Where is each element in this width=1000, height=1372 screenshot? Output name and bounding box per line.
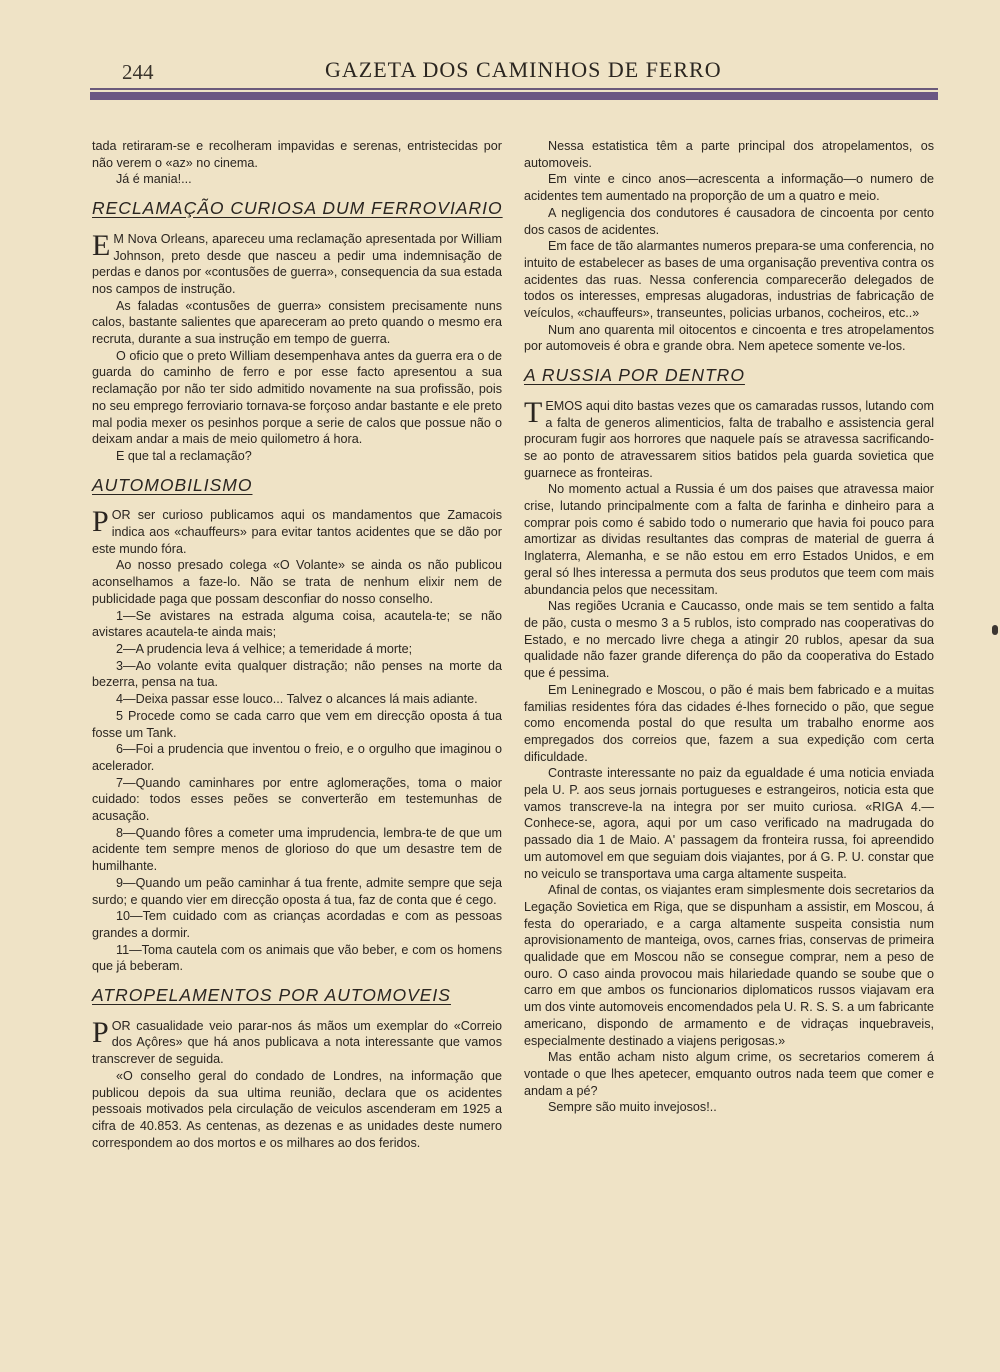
article-paragraph: E que tal a reclamação?	[116, 448, 252, 463]
paragraph-text: M Nova Orleans, apareceu uma reclamação apresentada por William Johnson, preto desde que nasceu a pedir uma indemnisação de perdas e danos por «contusões de guerra», consequencia da sua estada nos campos de instrução.	[92, 231, 502, 296]
intro-paragraph: Já é mania!...	[116, 172, 192, 187]
article-paragraph: Afinal de contas, os viajantes eram simplesmente dois secretarios da Legação Sovietica em Riga, que se dispunham a assistir, em Moscou, á festa do operariado, e a carga altamente suspeita consistia num aprovisionamento de manteiga, ovos, carnes frias, conservas de primeira qualidade que em Moscou não se consegue comprar, nem a peso de ouro. O caso ainda provocou mais hilariedade quando se soube que o carro em que ambos os funcionarios diplomaticos russos viajavam era um dos vinte automoveis encomendados pela U. R. S. S. a um fabricante americano, dispondo de armamento e de vidraças inquebraveis, especialmente destinado a viajens perigosas.»	[524, 883, 934, 1048]
dropcap: P	[92, 505, 109, 539]
page-header	[0, 0, 1000, 110]
journal-title: GAZETA DOS CAMINHOS DE FERRO	[325, 57, 722, 82]
page-edge-mark	[992, 625, 998, 635]
dropcap: E	[92, 228, 111, 262]
section-title-automobilismo: AUTOMOBILISMO	[92, 474, 253, 495]
article-paragraph: No momento actual a Russia é um dos paises que atravessa maior crise, lutando principalmente com a falta de farinha e dinheiro para a comprar pois como é sabido todo o numerario que havia foi pouco para amortizar as dividas resultantes das compras de material de guerra á Inglaterra, Alemanha, e se não estou em erro Estados Unidos, e em geral só lhes interessa a permuta dos seus produtos que teem com mais abundancia pelos que necessitam.	[524, 482, 934, 597]
paragraph-text: EMOS aqui dito bastas vezes que os camaradas russos, lutando com a falta de generos alimenticios, falta de trabalho e assistencia geral procuram fugir aos horrores que naquele país se atravessa sacrificando-se ao ponto de atravessarem sitios batidos pela guarda sovietica que guarnece as fronteiras.	[524, 398, 934, 480]
section-title-atropelamentos: ATROPELAMENTOS POR AUTOMOVEIS	[92, 985, 451, 1006]
commandment-item: 1—Se avistares na estrada alguma coisa, acautela-te; se não avistares acautela-te ainda mais;	[92, 608, 502, 640]
dropcap: P	[92, 1015, 109, 1049]
header-rule-thin	[90, 88, 938, 90]
commandment-item: 5 Procede como se cada carro que vem em direcção oposta á tua fosse um Tank.	[92, 708, 502, 740]
commandment-item: 10—Tem cuidado com as crianças acordadas e com as pessoas grandes a dormir.	[92, 909, 502, 940]
article-paragraph: Mas então acham nisto algum crime, os secretarios comerem á vontade o que lhes apetecer, emquanto outros nada teem que comer e andam a pé?	[524, 1050, 934, 1098]
section-title-reclamacao: RECLAMAÇÃO CURIOSA DUM FERROVIARIO	[92, 198, 503, 219]
article-paragraph	[92, 228, 502, 298]
right-column	[524, 138, 934, 1116]
paragraph-text: OR casualidade veio parar-nos ás mãos um exemplar do «Correio dos Açôres» que há anos publicava a nota interessante que vamos transcrever de seguida.	[92, 1018, 502, 1067]
article-paragraph: Ao nosso presado colega «O Volante» se ainda os não publicou aconselhamos a faze-lo. Não se trata de nenhum elixir nem de publicidade paga que possam desconfiar do nosso conselho.	[92, 558, 502, 606]
article-paragraph	[92, 507, 502, 557]
commandment-item: 9—Quando um peão caminhar á tua frente, admite sempre que seja surdo; e quando vier em direcção oposta á tua, faz de conta que é cego.	[92, 875, 502, 907]
dropcap: T	[524, 395, 543, 429]
article-paragraph	[92, 1015, 502, 1068]
commandment-item: 8—Quando fôres a cometer uma imprudencia, lembra-te de que um acidente tem sempre menos de glorioso do que um desastre tem de humilhante.	[92, 825, 502, 874]
intro-paragraph: tada retiraram-se e recolheram impavidas e serenas, entristecidas por não verem o «az» no cinema.	[92, 139, 502, 170]
commandment-item: 2—A prudencia leva á velhice; a temeridade á morte;	[116, 641, 413, 656]
article-paragraph: Em vinte e cinco anos—acrescenta a informação—o numero de acidentes tem aumentado na proporção de um a quatro e meio.	[524, 172, 934, 204]
left-column	[92, 138, 502, 1151]
paragraph-text: OR ser curioso publicamos aqui os mandamentos que Zamacois indica aos «chauffeurs» para evitar tantos acidentes que se dão por este mundo fóra.	[92, 508, 502, 556]
header-rule-thick	[90, 92, 938, 100]
article-paragraph: Em face de tão alarmantes numeros prepara-se uma conferencia, no intuito de estabelecer as bases de uma organisação preventiva contra os acidentes das ruas. Nessa conferencia comparecerão delegados de todos os interesses, empresas alugadoras, industrias de fabricação de veículos, «chauffeurs», transeuntes, policias urbanos, cocheiros, etc..»	[524, 239, 934, 321]
article-paragraph: Sempre são muito invejosos!..	[548, 1100, 717, 1115]
article-paragraph: Num ano quarenta mil oitocentos e cincoenta e tres atropelamentos por automoveis é obra e grande obra. Nem apetece somente ve-los.	[524, 322, 934, 354]
commandment-item: 7—Quando caminhares por entre aglomerações, toma o maior cuidado: todos esses peões se converterão em testemunhas de acusação.	[92, 775, 502, 824]
commandment-item: 11—Toma cautela com os animais que vão beber, e com os homens que já beberam.	[92, 942, 502, 974]
article-paragraph: Nessa estatistica têm a parte principal dos atropelamentos, os automoveis.	[524, 139, 934, 170]
article-paragraph: Em Leninegrado e Moscou, o pão é mais bem fabricado e a muitas familias residentes fóra das cidades é-lhes fornecido o pão, que segue como encomenda postal do que resulta um trabalho enorme aos empregados dos correios que, fazem a sua expedição com certa dificuldade.	[524, 682, 934, 764]
page-number: 244	[122, 60, 154, 84]
article-paragraph: Nas regiões Ucrania e Caucasso, onde mais se tem sentido a falta de pão, custa o mesmo 3 a 5 rublos, isto comprado nas cooperativas do Estado, e no mercado livre chega a atingir 20 rublos, apesar da sua qualidade não fazer grande diferença do pão da cooperativa do Estado que é pessima.	[524, 599, 934, 681]
article-paragraph: Contraste interessante no paiz da egualdade é uma noticia enviada pela U. P. aos seus jornais portugueses e estrangeiros, noticia esta que vamos transcreve-la na integra por ser muito curiosa. «RIGA 4.— Conhece-se, agora, aqui por um caso verificado na madrugada do passado dia 1 de Maio. A' passagem da fronteira russa, foi apreendido um automovel em que seguiam dois viajantes, por á G. P. U. constar que no veiculo se transportava uma carga altamente suspeita.	[524, 766, 934, 881]
commandment-item: 6—Foi a prudencia que inventou o freio, e o orgulho que imaginou o acelerador.	[92, 742, 502, 773]
article-paragraph: «O conselho geral do condado de Londres, na informação que publicou depois da sua ultima reunião, declara que os acidentes pessoais motivados pela circulação de veiculos ascenderam em 1925 a cifra de 40.853. As centenas, as dezenas e as unidades deste numero correspondem ao dos mortos e os milhares ao dos feridos.	[92, 1068, 502, 1150]
article-paragraph: As faladas «contusões de guerra» consistem precisamente nuns calos, bastante salientes que apareceram ao preto quando o mesmo era recruta, durante a sua instrução em tempo de guerra.	[92, 298, 502, 347]
article-paragraph	[524, 395, 934, 482]
section-title-russia: A RUSSIA POR DENTRO	[524, 365, 745, 386]
article-paragraph: A negligencia dos condutores é causadora de cincoenta por cento dos casos de acidentes.	[524, 205, 934, 237]
article-paragraph: O oficio que o preto William desempenhava antes da guerra era o de guarda do caminho de ferro e por esse facto apresentou a sua reclamação por não ter sido admitido novamente na sua profissão, pois no seu emprego ferroviario tornava-se forçoso andar bastante e ele preto mal podia mexer os pesinhos porque a serie de calos que possue não o deixam andar a mais de meio quilometro á hora.	[92, 348, 502, 447]
commandment-item: 4—Deixa passar esse louco... Talvez o alcances lá mais adiante.	[116, 692, 478, 707]
commandment-item: 3—Ao volante evita qualquer distração; não penses na morte da bezerra, pensa na tua.	[92, 658, 502, 690]
